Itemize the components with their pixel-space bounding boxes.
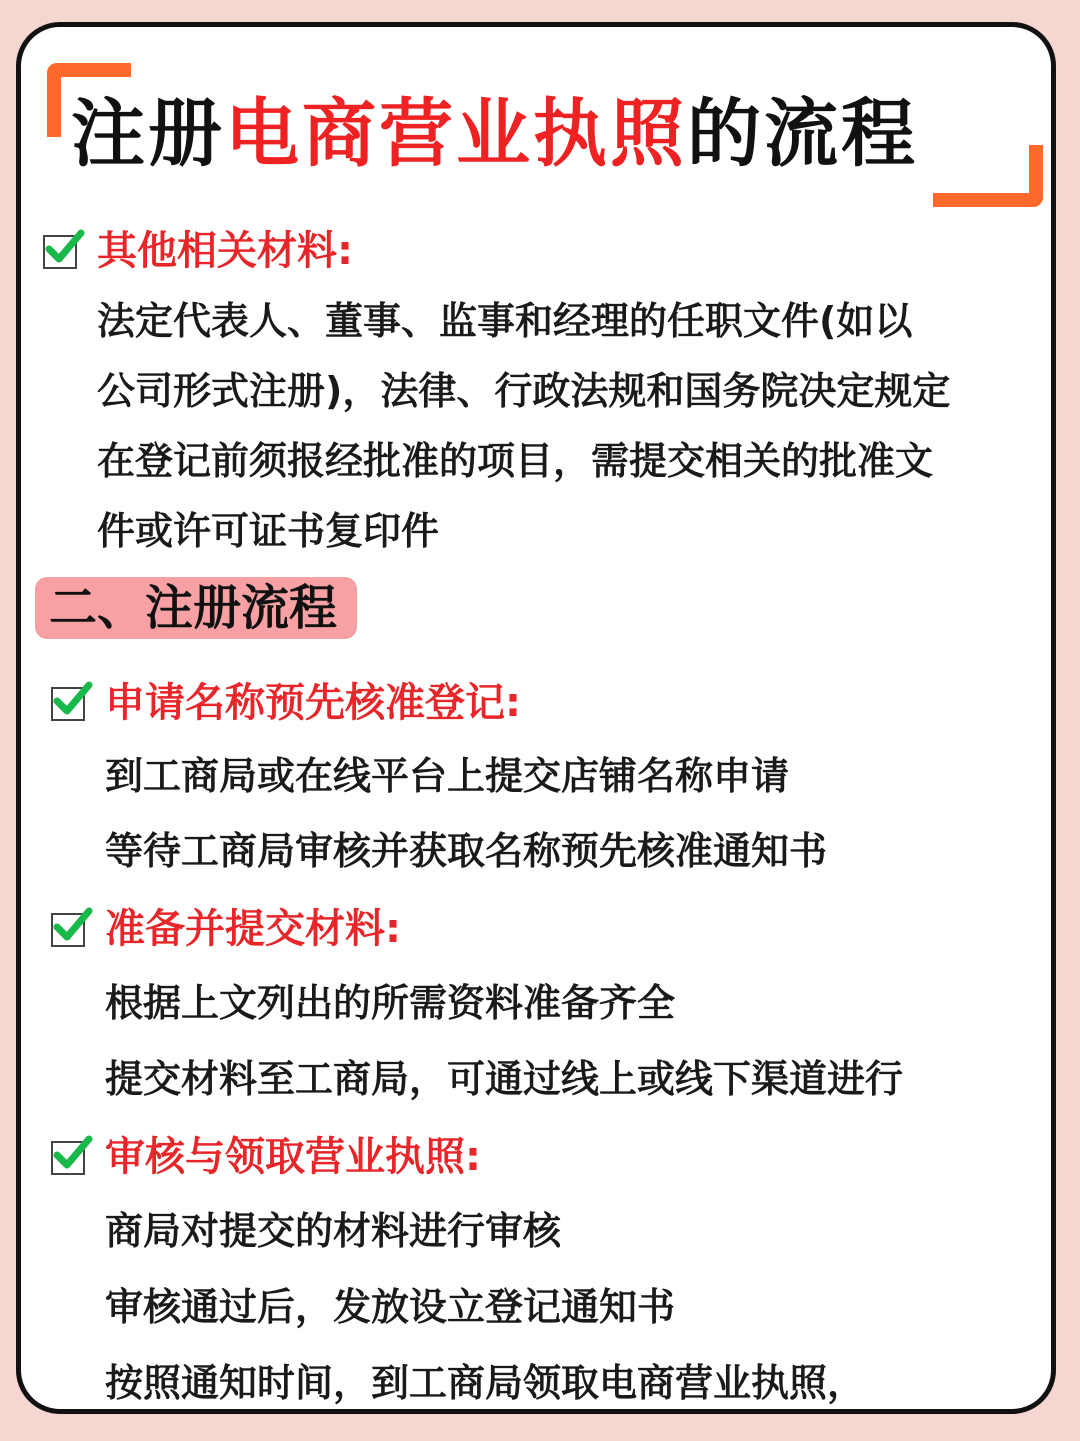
other-materials-line: 法定代表人、董事、监事和经理的任职文件(如以	[97, 299, 913, 343]
title-corner-bracket-bottom-right	[933, 145, 1043, 207]
step-line: 商局对提交的材料进行审核	[105, 1209, 562, 1253]
other-materials-line: 公司形式注册)，法律、行政法规和国务院决定规定	[97, 369, 951, 413]
title-part-3: 的流程	[687, 91, 918, 177]
step-line: 到工商局或在线平台上提交店铺名称申请	[105, 754, 790, 798]
title-part-1: 注册	[71, 91, 225, 177]
other-materials-line: 件或许可证书复印件	[97, 509, 440, 553]
other-materials-heading: 其他相关材料:	[97, 228, 353, 274]
checkbox-checked-icon	[51, 1141, 85, 1175]
checkbox-checked-icon	[51, 913, 85, 947]
checkbox-checked-icon	[51, 687, 85, 721]
step-line: 根据上文列出的所需资料准备齐全	[105, 981, 676, 1025]
title-part-2-highlight: 电商营业执照	[225, 91, 687, 177]
section-title: 二、注册流程	[49, 580, 338, 636]
step-heading: 申请名称预先核准登记:	[105, 680, 521, 726]
step-line: 提交材料至工商局，可通过线上或线下渠道进行	[105, 1057, 904, 1101]
step-line: 审核通过后，发放设立登记通知书	[105, 1285, 676, 1329]
step-heading: 准备并提交材料:	[105, 906, 401, 952]
step-line: 按照通知时间，到工商局领取电商营业执照，	[105, 1361, 866, 1405]
step-line: 等待工商局审核并获取名称预先核准通知书	[105, 829, 828, 873]
content-card	[16, 22, 1056, 1414]
page-title	[71, 89, 918, 179]
checkbox-checked-icon	[43, 235, 77, 269]
step-heading: 审核与领取营业执照:	[105, 1134, 481, 1180]
other-materials-line: 在登记前须报经批准的项目，需提交相关的批准文	[97, 439, 934, 483]
